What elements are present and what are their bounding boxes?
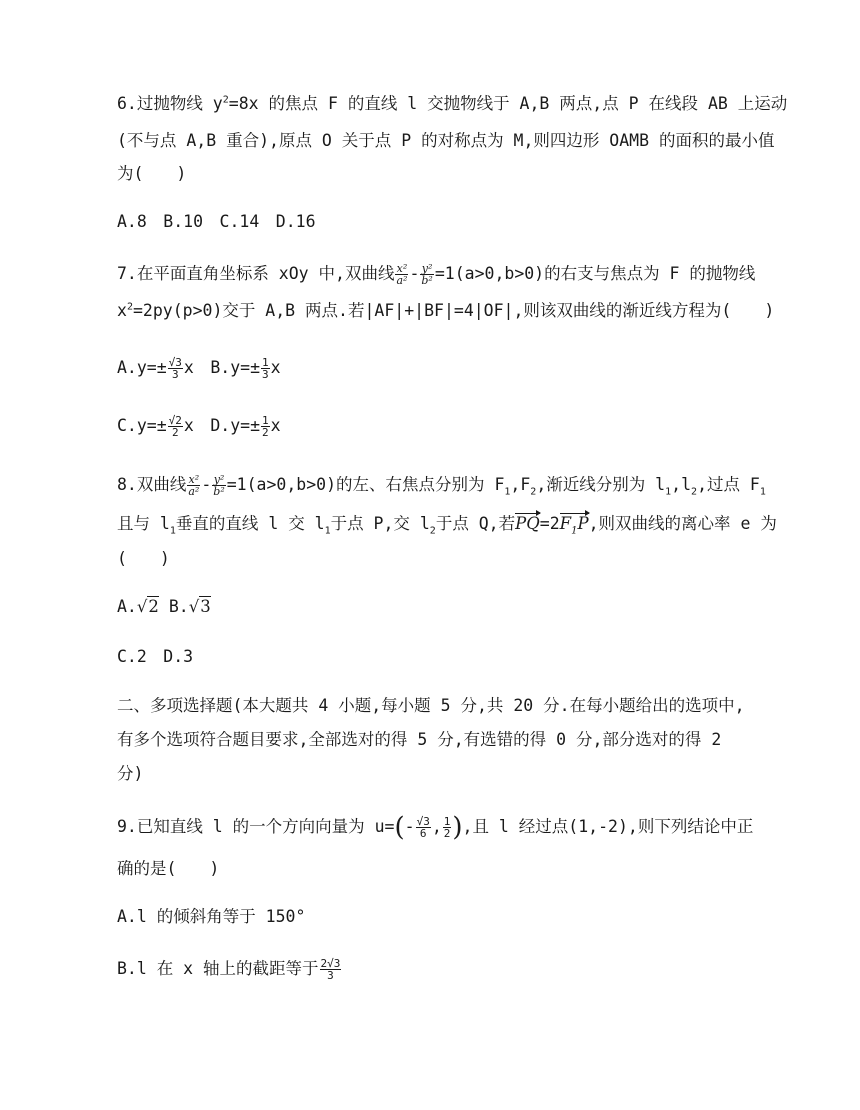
minus-sign: -: [409, 264, 420, 283]
denominator: b²: [421, 274, 433, 287]
fraction: [168, 415, 183, 438]
numerator: x²: [188, 473, 200, 486]
fraction: [416, 816, 431, 839]
denominator: 3: [171, 368, 179, 381]
text: ,渐近线分别为 l: [536, 475, 666, 494]
text: ,且 l 经过点(1,-2),则下列结论中正: [462, 817, 754, 836]
text: B.: [158, 597, 189, 616]
text: =1(a>0,b>0)的右支与焦点为 F 的抛物线: [434, 264, 756, 283]
subscript: 2: [530, 486, 537, 498]
numerator: √3: [416, 815, 430, 828]
q6-line1: [117, 92, 787, 116]
text: ,过点 F: [697, 475, 760, 494]
q8-options-ab: [117, 595, 211, 619]
numerator: 1: [262, 356, 269, 369]
radicand: 3: [200, 597, 211, 616]
text: ,F: [510, 475, 531, 494]
q8-line2: [117, 512, 777, 536]
text: =2: [539, 514, 560, 533]
right-paren: ): [452, 812, 463, 843]
q7-options-cd: [117, 414, 281, 438]
vector-f1p: [560, 512, 589, 536]
q9-option-b: [117, 957, 342, 981]
text: x: [270, 358, 281, 377]
denominator: 3: [327, 969, 334, 982]
denominator: 3: [262, 368, 269, 381]
numerator: 2√3: [320, 957, 341, 970]
denominator: 2: [171, 426, 179, 439]
text: =8x 的焦点 F 的直线 l 交抛物线于 A,B 两点,点 P 在线段 AB 上运动: [228, 94, 788, 113]
fraction-x2-a2: [187, 474, 200, 497]
vector-label: F: [559, 514, 572, 533]
text: 垂直的直线 l 交 l: [175, 514, 325, 533]
denominator: 2: [443, 827, 451, 840]
numerator: 1: [443, 815, 451, 828]
numerator: y²: [213, 473, 225, 486]
section2-line2: 有多个选项符合题目要求,全部选对的得 5 分,有选错的得 0 分,部分选对的得 2: [117, 730, 722, 749]
fraction-x2-a2: [395, 263, 408, 286]
fraction-y2-b2: [212, 474, 225, 497]
numerator: √3: [168, 356, 182, 369]
text: A.y=±: [117, 358, 167, 377]
text: 8.双曲线: [117, 475, 187, 494]
text: x: [117, 301, 127, 320]
q9-line1: 9.已知直线 l 的一个方向向量为 u=(- $\frac{√3}{6}$ , $\frac{1}{2}$ ),且 l 经过点(1,-2),则下列结论中正: [117, 812, 754, 843]
numerator: √2: [168, 414, 182, 427]
text: A.: [117, 597, 137, 616]
text: C.y=±: [117, 416, 167, 435]
numerator: y²: [421, 262, 433, 275]
q8-line3: ( ): [117, 549, 170, 568]
q9-option-a: A.l 的倾斜角等于 150°: [117, 907, 306, 926]
text: B.l 在 x 轴上的截距等于: [117, 959, 319, 978]
vector-pq: [515, 512, 540, 536]
minus-sign: -: [201, 475, 212, 494]
q6-line2: (不与点 A,B 重合),原点 O 关于点 P 的对称点为 M,则四边形 OAMB 的面积的最小值: [117, 131, 775, 150]
denominator: 2: [262, 426, 269, 439]
fraction: [443, 816, 452, 839]
q7-options-ab: [117, 356, 281, 380]
text: 6.过抛物线 y: [117, 94, 223, 113]
text: 7.在平面直角坐标系 xOy 中,双曲线: [117, 264, 395, 283]
text: =1(a>0,b>0)的左、右焦点分别为 F: [226, 475, 505, 494]
section2-line3: 分): [117, 764, 144, 783]
subscript: 1: [324, 525, 331, 537]
text: 于点 P,交 l: [330, 514, 430, 533]
denominator: 6: [419, 827, 427, 840]
sqrt-2: √2: [136, 597, 159, 616]
text: 9.已知直线 l 的一个方向向量为 u=: [117, 817, 395, 836]
numerator: x²: [396, 262, 408, 275]
q9-line2: 确的是( ): [117, 859, 220, 878]
text: x B.y=±: [183, 358, 261, 377]
q7-line1: [117, 262, 755, 286]
fraction: [261, 357, 270, 380]
minus-sign: -: [404, 817, 415, 836]
subscript: 2: [691, 486, 698, 498]
fraction: [168, 357, 183, 380]
text: ,l: [671, 475, 692, 494]
q6-line3: 为( ): [117, 164, 187, 183]
fraction: [320, 958, 342, 981]
text: 于点 Q,若: [435, 514, 516, 533]
subscript: 2: [429, 525, 436, 537]
q8-options-cd: C.2 D.3: [117, 647, 194, 666]
subscript: 1: [759, 486, 766, 498]
section2-line1: 二、多项选择题(本大题共 4 小题,每小题 5 分,共 20 分.在每小题给出的选项中,: [117, 696, 745, 715]
superscript: 2: [126, 301, 133, 313]
subscript: 1: [665, 486, 672, 498]
subscript: 1: [571, 525, 578, 537]
q7-line2: [117, 299, 774, 323]
numerator: 1: [262, 414, 269, 427]
text: x: [270, 416, 281, 435]
vector-label: PQ: [515, 514, 540, 533]
text: x D.y=±: [183, 416, 261, 435]
fraction: [261, 415, 270, 438]
text: 且与 l: [117, 514, 170, 533]
superscript: 2: [222, 94, 229, 106]
q8-line1: [117, 473, 766, 497]
denominator: b²: [213, 485, 225, 498]
subscript: 1: [504, 486, 511, 498]
vector-label: P: [577, 514, 589, 533]
left-paren: (: [394, 812, 405, 843]
q6-options: A.8 B.10 C.14 D.16: [117, 212, 316, 231]
denominator: a²: [396, 274, 408, 287]
text: =2py(p>0)交于 A,B 两点.若|AF|+|BF|=4|OF|,则该双曲线的渐近线方程为( ): [132, 301, 775, 320]
fraction-y2-b2: [420, 263, 433, 286]
text: ,则双曲线的离心率 e 为: [588, 514, 777, 533]
denominator: a²: [188, 485, 200, 498]
sqrt-3: √3: [188, 597, 211, 616]
radicand: 2: [148, 597, 159, 616]
subscript: 1: [169, 525, 176, 537]
